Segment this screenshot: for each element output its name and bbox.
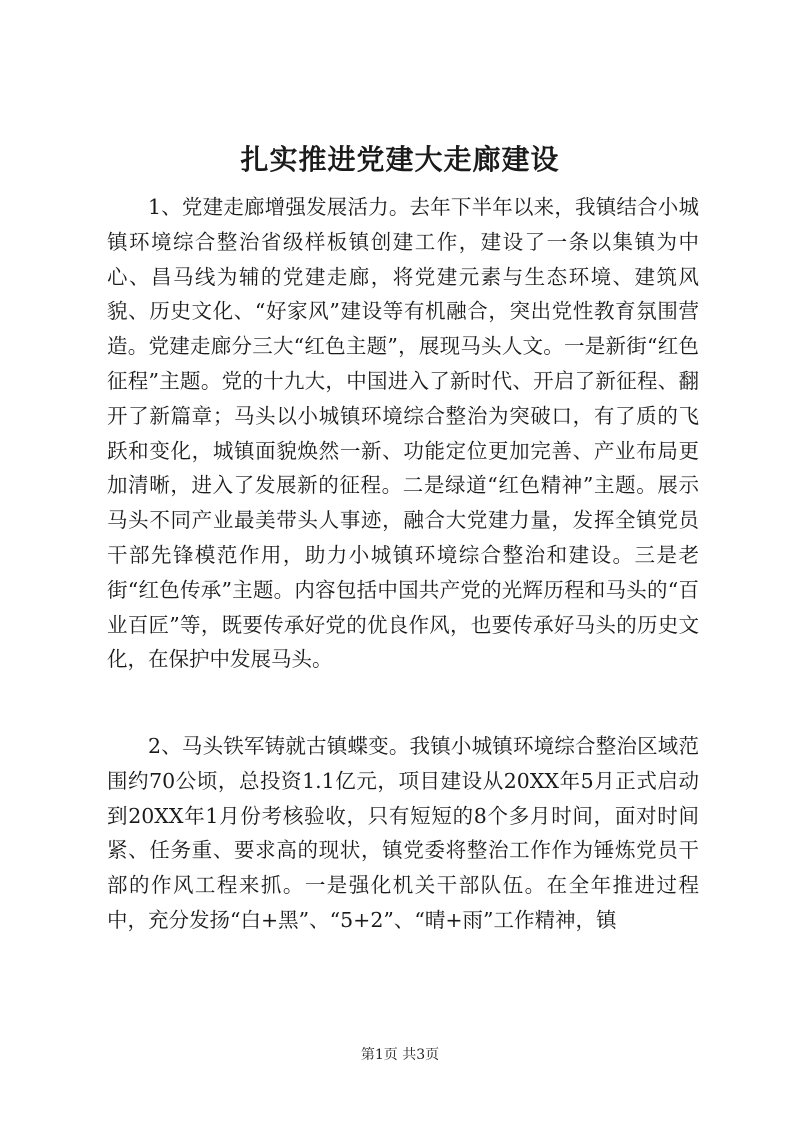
document-title: 扎实推进党建大走廊建设: [240, 143, 560, 176]
paragraph-1: 1、党建走廊增强发展活力。去年下半年以来，我镇结合小城镇环境综合整治省级样板镇创建工作，建设了一条以集镇为中心、昌马线为辅的党建走廊，将党建元素与生态环境、建筑风貌、历史文化、“好家风”建设等有机融合，突出党性教育氛围营造。党建走廊分三大“红色主题”，展现马头人文。一是新街“红色征程”主题。党的十九大，中国进入了新时代、开启了新征程、翻开了新篇章；马头以小城镇环境综合整治为突破口，有了质的飞跃和变化，城镇面貌焕然一新、功能定位更加完善、产业布局更加清晰，进入了发展新的征程。二是绿道“红色精神”主题。展示马头不同产业最美带头人事迹，融合大党建力量，发挥全镇党员干部先锋模范作用，助力小城镇环境综合整治和建设。三是老街“红色传承”主题。内容包括中国共产党的光辉历程和马头的“百业百匠”等，既要传承好党的优良作风，也要传承好马头的历史文化，在保护中发展马头。: [107, 195, 699, 672]
page-footer: 第1页 共3页: [360, 1047, 440, 1063]
paragraph-2: 2、马头铁军铸就古镇蝶变。我镇小城镇环境综合整治区域范围约70公顷，总投资1.1亿元，项目建设从20XX年5月正式启动到20XX年1月份考核验收，只有短短的8个多月时间，面对时间紧、任务重、要求高的现状，镇党委将整治工作作为锤炼党员干部的作风工程来抓。一是强化机关干部队伍。在全年推进过程中，充分发扬“白+黑”、“5+2”、“晴+雨”工作精神，镇: [107, 734, 699, 932]
